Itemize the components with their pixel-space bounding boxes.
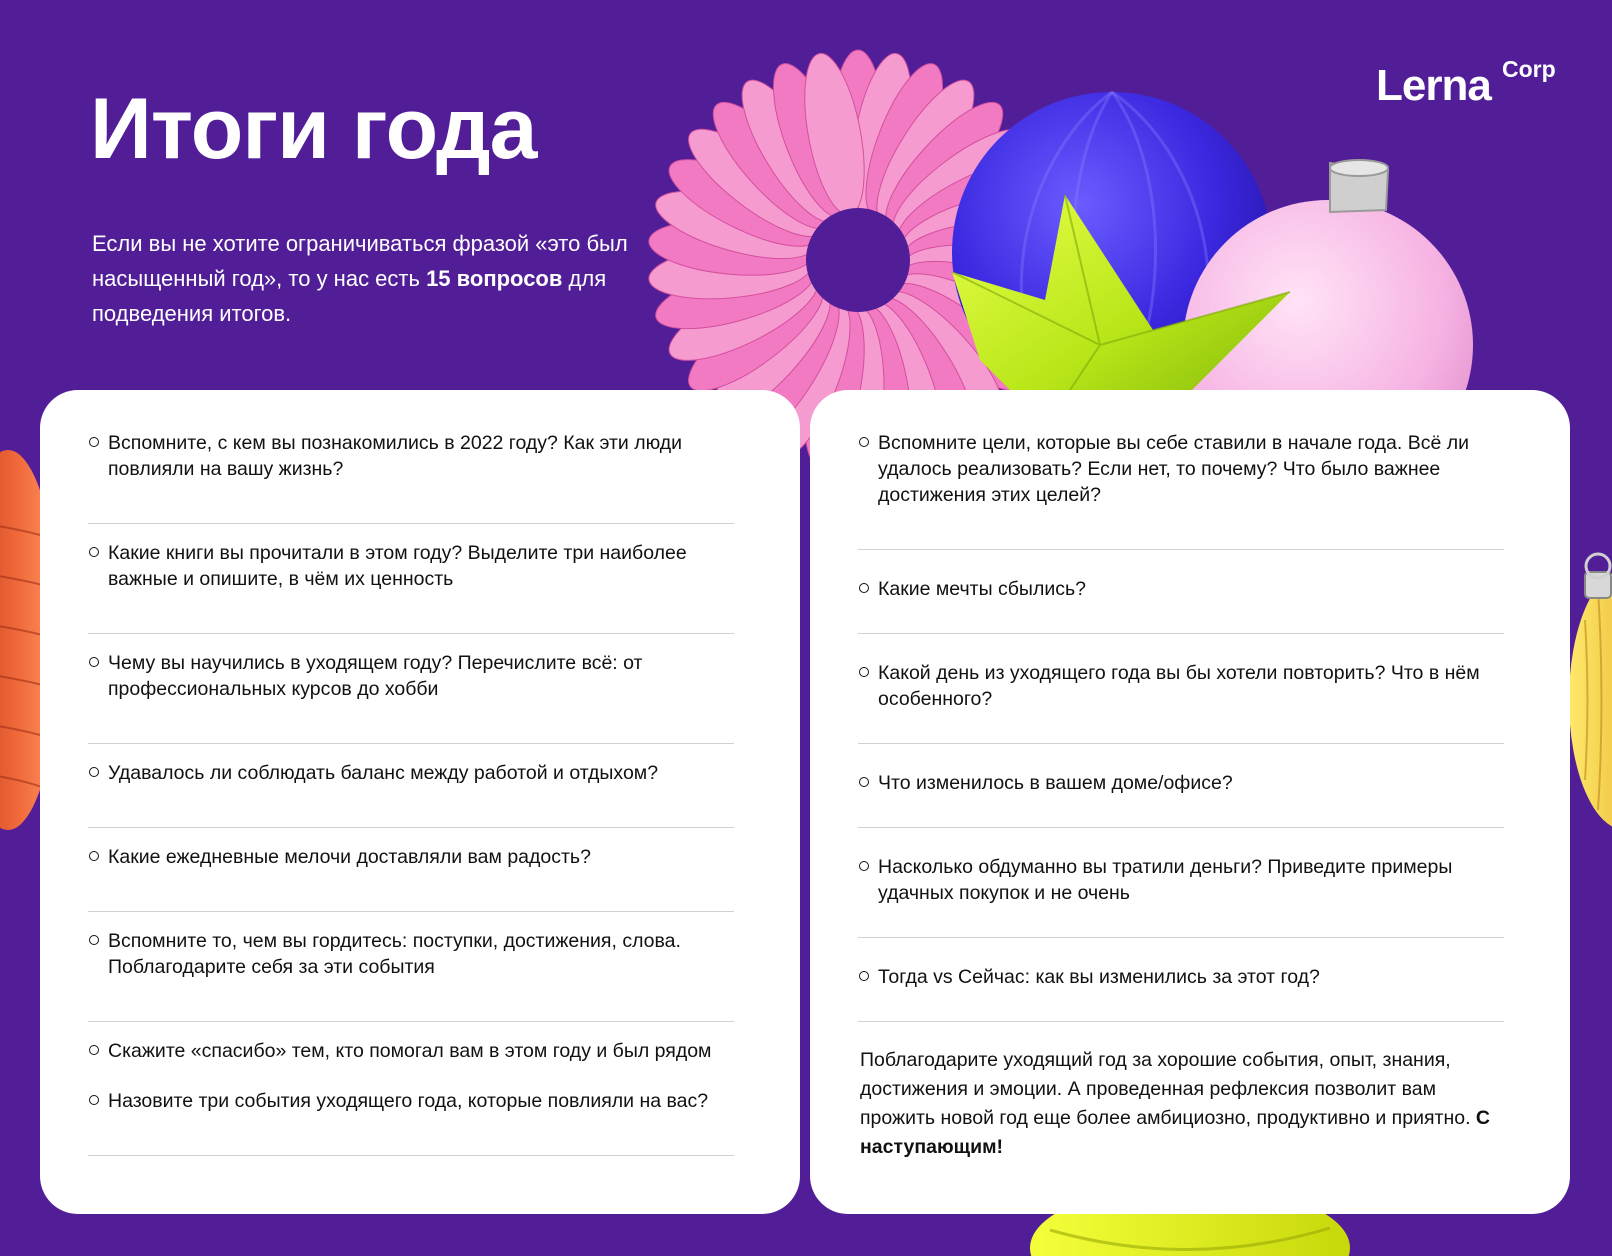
closing-text: Поблагодарите уходящий год за хорошие события, опыт, знания, достижения и эмоции. А проведенная рефлексия позволит вам прожить новой год еще более амбициозно, продуктивно и приятно. <box>860 1049 1476 1129</box>
gold-ribbed-ornament <box>1569 554 1612 830</box>
intro-text-end: для подведения итогов. <box>92 266 607 326</box>
intro-text <box>92 226 732 331</box>
page-title: Итоги года <box>90 81 537 177</box>
question-item: Какие книги вы прочитали в этом году? Выделите три наиболее важные и опишите, в чём их ценность <box>88 540 742 592</box>
question-item: Скажите «спасибо» тем, кто помогал вам в этом году и был рядом <box>88 1038 742 1064</box>
question-item: Тогда vs Сейчас: как вы изменились за этот год? <box>858 964 1512 990</box>
divider <box>858 827 1504 828</box>
question-item: Чему вы научились в уходящем году? Перечислите всё: от профессиональных курсов до хобби <box>88 650 742 702</box>
questions-card-left <box>40 390 800 1214</box>
divider <box>858 549 1504 550</box>
divider <box>88 633 734 634</box>
divider <box>88 911 734 912</box>
question-item: Вспомните то, чем вы гордитесь: поступки, достижения, слова. Поблагодарите себя за эти события <box>88 928 742 980</box>
divider <box>88 743 734 744</box>
question-item: Удавалось ли соблюдать баланс между работой и отдыхом? <box>88 760 742 786</box>
question-item: Какой день из уходящего года вы бы хотели повторить? Что в нём особенного? <box>858 660 1512 712</box>
logo-wordmark: Lerna <box>1376 61 1491 110</box>
divider <box>858 937 1504 938</box>
logo-superscript: Corp <box>1502 56 1556 82</box>
intro-highlight: 15 вопросов <box>426 266 563 291</box>
questions-card-right <box>810 390 1570 1214</box>
divider <box>88 1155 734 1156</box>
pink-ring-center <box>806 208 910 312</box>
divider <box>88 523 734 524</box>
divider <box>88 1021 734 1022</box>
divider <box>858 633 1504 634</box>
question-item: Вспомните цели, которые вы себе ставили в начале года. Всё ли удалось реализовать? Если нет, то почему? Что было важнее достижения этих целей? <box>858 430 1512 508</box>
question-item: Насколько обдуманно вы тратили деньги? Приведите примеры удачных покупок и не очень <box>858 854 1512 906</box>
question-item: Какие мечты сбылись? <box>858 576 1512 602</box>
divider <box>858 1021 1504 1022</box>
divider <box>88 827 734 828</box>
intro-text-start: Если вы не хотите ограничиваться фразой «это был насыщенный год», то у нас есть <box>92 231 628 291</box>
divider <box>858 743 1504 744</box>
question-item: Какие ежедневные мелочи доставляли вам радость? <box>88 844 742 870</box>
closing-greeting: С наступающим! <box>860 1107 1491 1158</box>
closing-message <box>860 1046 1500 1162</box>
question-item: Что изменилось в вашем доме/офисе? <box>858 770 1512 796</box>
question-item: Вспомните, с кем вы познакомились в 2022 году? Как эти люди повлияли на вашу жизнь? <box>88 430 742 482</box>
question-item: Назовите три события уходящего года, которые повлияли на вас? <box>88 1088 742 1114</box>
